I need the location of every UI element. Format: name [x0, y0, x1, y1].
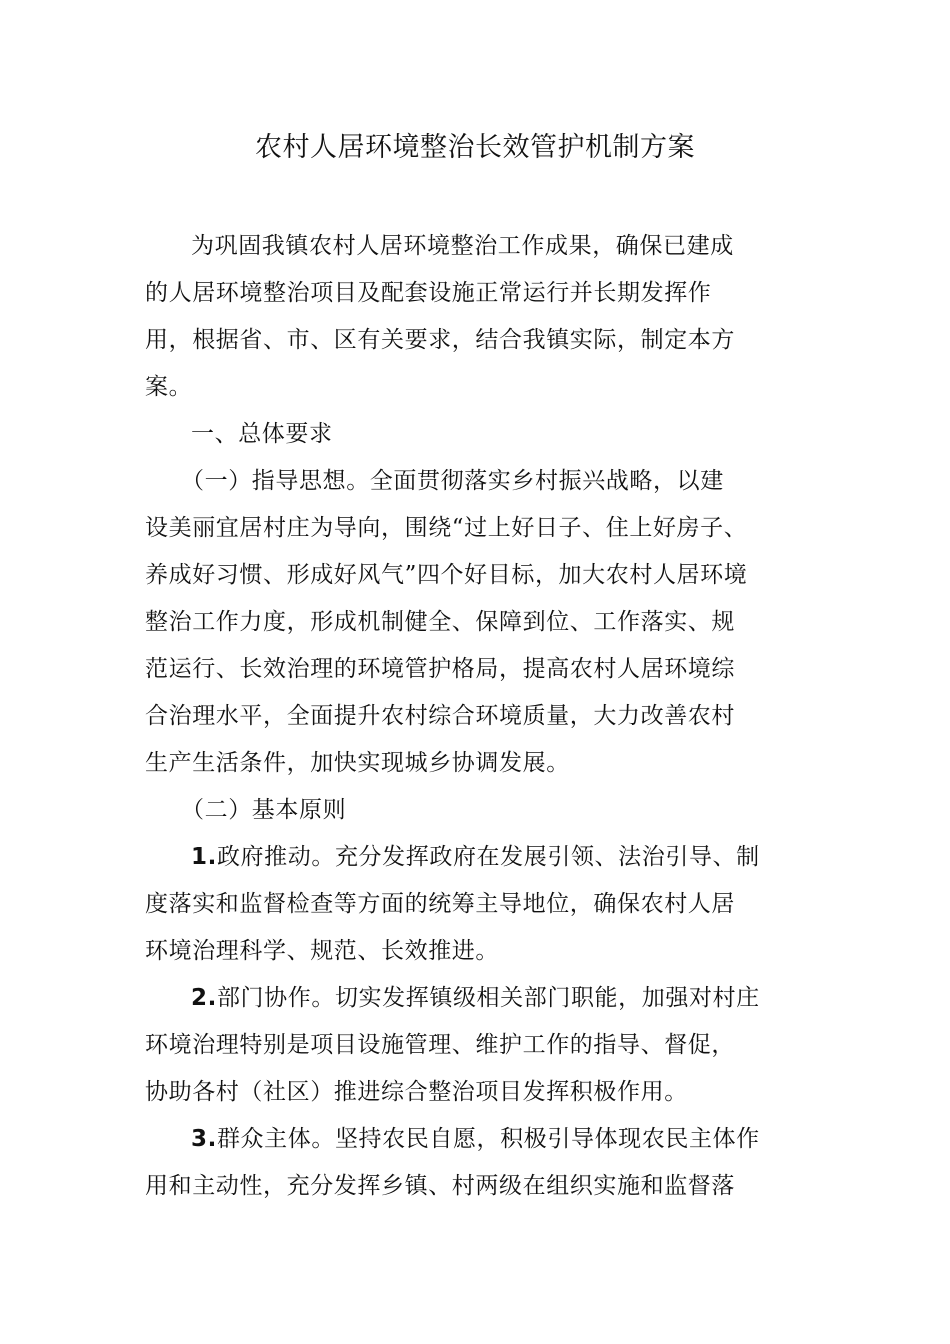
text-line [145, 552, 807, 599]
text-line [145, 975, 807, 1022]
line-text: 政府推动。充分发挥政府在发展引领、法治引导、制 [216, 844, 760, 870]
item-number: 1. [191, 844, 217, 870]
line-text: 环境治理科学、规范、长效推进。 [145, 938, 499, 964]
line-text: 群众主体。坚持农民自愿，积极引导体现农民主体作 [216, 1126, 760, 1152]
line-text: 为巩固我镇农村人居环境整治工作成果，确保已建成 [191, 233, 734, 259]
text-line [145, 599, 807, 646]
text-line [145, 505, 807, 552]
text-line [145, 317, 807, 364]
document-body [145, 223, 807, 1210]
text-line [145, 458, 807, 505]
text-line [145, 928, 807, 975]
line-text: 合治理水平，全面提升农村综合环境质量，大力改善农村 [145, 703, 735, 729]
line-text: 养成好习惯、形成好风气”四个好目标，加大农村人居环境 [145, 562, 748, 588]
text-line [145, 787, 807, 834]
text-line [145, 1069, 807, 1116]
line-text: 范运行、长效治理的环境管护格局，提高农村人居环境综 [145, 656, 735, 682]
line-text: （二）基本原则 [181, 797, 347, 823]
text-line [145, 223, 807, 270]
document-title: 农村人居环境整治长效管护机制方案 [255, 132, 695, 163]
text-line [145, 740, 807, 787]
item-number: 3. [191, 1126, 217, 1152]
line-text: 设美丽宜居村庄为导向，围绕“过上好日子、住上好房子、 [145, 515, 748, 541]
line-text: 一、总体要求 [191, 421, 333, 447]
line-text: 用和主动性，充分发挥乡镇、村两级在组织实施和监督落 [145, 1173, 735, 1199]
line-text: 案。 [145, 374, 193, 400]
line-text: （一）指导思想。全面贯彻落实乡村振兴战略，以建 [181, 468, 724, 494]
text-line [145, 693, 807, 740]
text-line [145, 646, 807, 693]
text-line [145, 1116, 807, 1163]
text-line [145, 364, 807, 411]
text-line [145, 1163, 807, 1210]
line-text: 整治工作力度，形成机制健全、保障到位、工作落实、规 [145, 609, 735, 635]
text-line [145, 270, 807, 317]
line-text: 生产生活条件，加快实现城乡协调发展。 [145, 750, 570, 776]
line-text: 度落实和监督检查等方面的统筹主导地位，确保农村人居 [145, 891, 735, 917]
line-text: 环境治理特别是项目设施管理、维护工作的指导、督促， [145, 1032, 735, 1058]
line-text: 用，根据省、市、区有关要求，结合我镇实际，制定本方 [145, 327, 735, 353]
text-line [145, 1022, 807, 1069]
text-line [145, 411, 807, 458]
line-text: 的人居环境整治项目及配套设施正常运行并长期发挥作 [145, 280, 712, 306]
line-text: 部门协作。切实发挥镇级相关部门职能，加强对村庄 [216, 985, 760, 1011]
item-number: 2. [191, 985, 217, 1011]
line-text: 协助各村（社区）推进综合整治项目发挥积极作用。 [145, 1079, 688, 1105]
text-line [145, 881, 807, 928]
text-line [145, 834, 807, 881]
